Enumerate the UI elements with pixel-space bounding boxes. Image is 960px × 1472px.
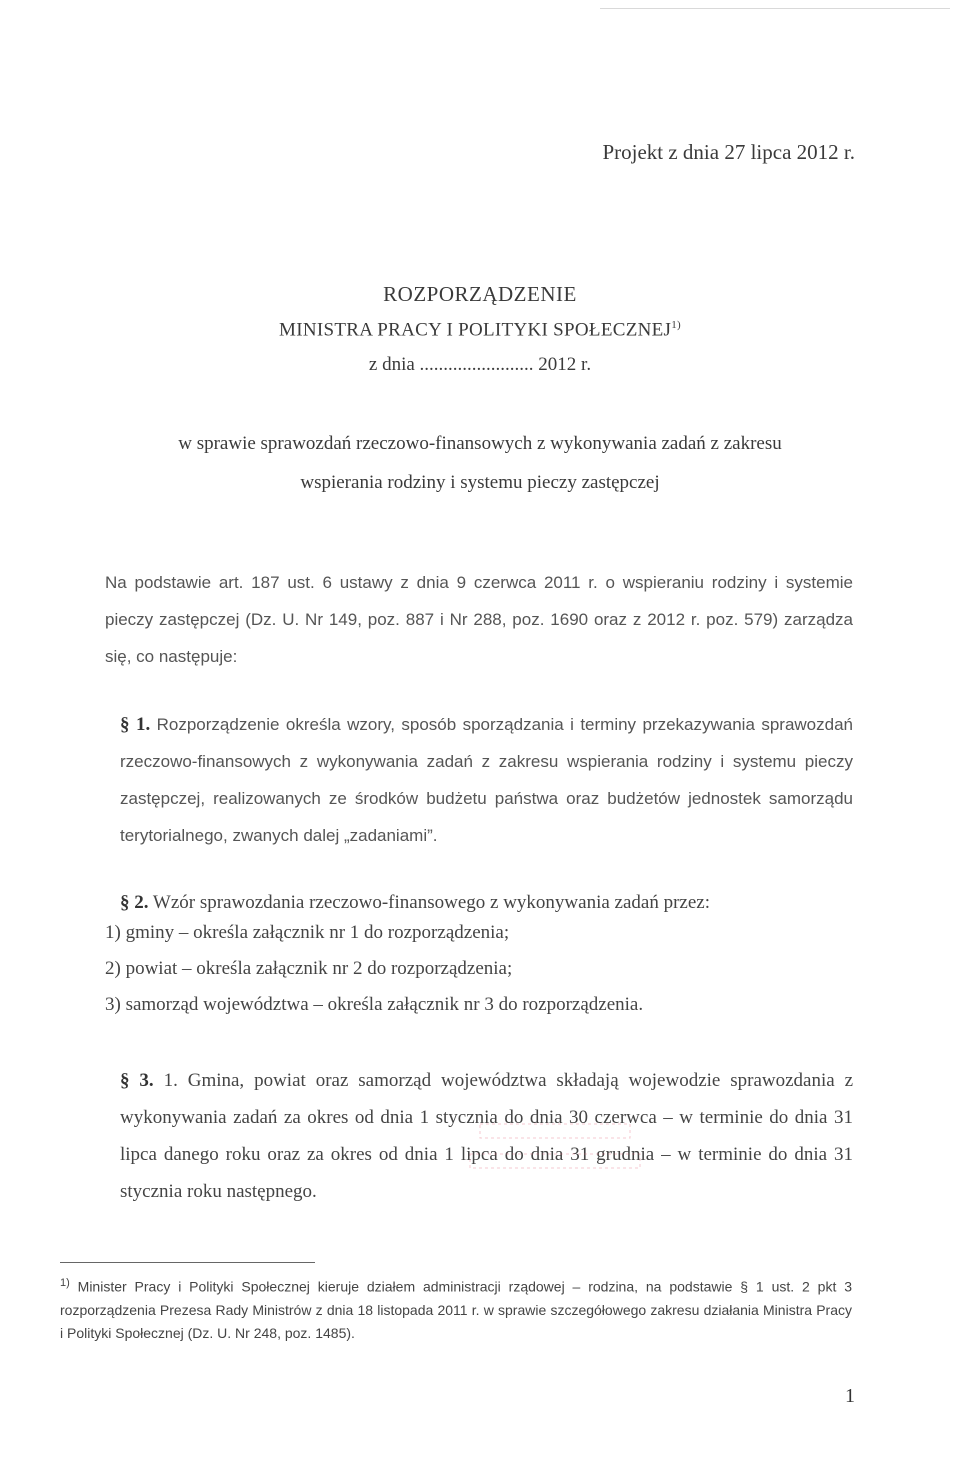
issuing-authority-text: MINISTRA PRACY I POLITYKI SPOŁECZNEJ — [279, 319, 672, 341]
section-2-text: Wzór sprawozdania rzeczowo-finansowego z wykonywania zadań przez: — [152, 892, 710, 913]
section-3-text: Gmina, powiat oraz samorząd województwa składają wojewodzie sprawozdania z wykonywania zadań za okres od dnia 1 stycznia do dnia 30 czerwca – w terminie do dnia 31 lipca danego roku oraz za okres od dnia 1 lipca do dnia 31 grudnia – w terminie do dnia 31 stycznia roku następnego. — [120, 1070, 854, 1202]
draft-date-note: Projekt z dnia 27 lipca 2012 r. — [602, 140, 855, 164]
section-1 — [105, 706, 853, 854]
footnote-marker: 1) — [60, 1277, 70, 1289]
regulation-subject — [0, 424, 960, 502]
regulation-date: z dnia ........................ 2012 r. — [368, 354, 592, 375]
footnote — [60, 1272, 852, 1345]
subject-line-2: wspierania rodziny i systemu pieczy zastępczej — [300, 472, 660, 493]
section-3-subsection: 1. — [163, 1070, 178, 1091]
stamp-icon — [450, 1116, 650, 1176]
legal-basis-text: Na podstawie art. 187 ust. 6 ustawy z dnia 9 czerwca 2011 r. o wspieraniu rodziny i systemie pieczy zastępczej (Dz. U. Nr 149, poz. 887 i Nr 288, poz. 1690 oraz z 2012 r. poz. 579) zarządza się, co następuje: — [105, 573, 853, 666]
section-1-number: § 1. — [120, 714, 151, 735]
footnote-text: Minister Pracy i Polityki Społecznej kieruje działem administracji rządowej – rodzina, na podstawie § 1 ust. 2 pkt 3 rozporządzenia Prezesa Rady Ministrów z dnia 18 listopada 2011 r. w sprawie szczegółowego zakresu działania Ministra Pracy i Polityki Społecznej (Dz. U. Nr 248, poz. 1485). — [60, 1278, 852, 1341]
page-number: 1 — [845, 1385, 855, 1407]
footnote-separator — [60, 1262, 315, 1263]
section-2-number: § 2. — [120, 892, 149, 913]
list-item: 3) samorząd województwa – określa załącznik nr 3 do rozporządzenia. — [105, 994, 644, 1015]
footnote-ref: 1) — [671, 319, 681, 331]
subject-line-1: w sprawie sprawozdań rzeczowo-finansowych z wykonywania zadań z zakresu — [178, 433, 782, 454]
section-3-number: § 3. — [120, 1070, 154, 1091]
list-item: 1) gminy – określa załącznik nr 1 do rozporządzenia; — [105, 922, 510, 943]
section-2 — [105, 884, 853, 921]
issuing-authority — [0, 319, 960, 341]
list-item: 2) powiat – określa załącznik nr 2 do rozporządzenia; — [105, 958, 513, 979]
section-1-text: Rozporządzenie określa wzory, sposób sporządzania i terminy przekazywania sprawozdań rzeczowo-finansowych z wykonywania zadań z zakresu wspierania rodziny i systemu pieczy zastępczej, realizowanych ze środków budżetu państwa oraz budżetów jednostek samorządu terytorialnego, zwanych dalej „zadaniami”. — [120, 715, 853, 845]
scan-artifact-line — [600, 8, 950, 9]
legal-basis — [105, 564, 853, 675]
regulation-title: ROZPORZĄDZENIE — [383, 282, 577, 306]
